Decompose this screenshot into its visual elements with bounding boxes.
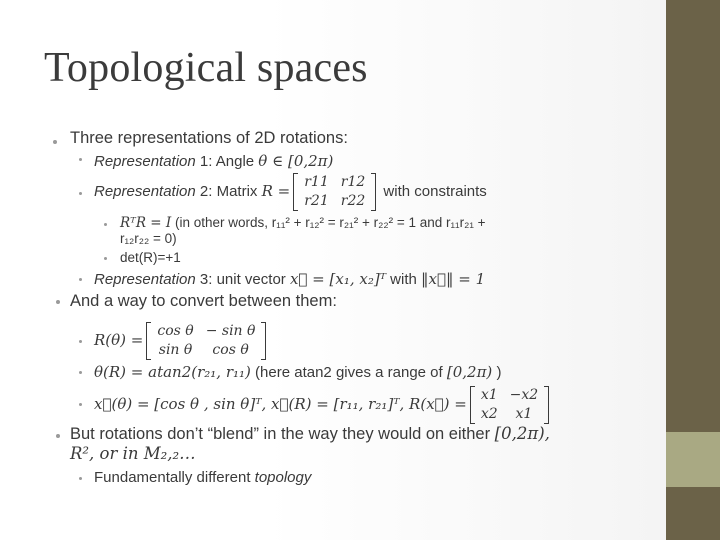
math-theta-of-r: θ(R) = atan2(r₂₁, r₁₁) bbox=[94, 363, 251, 381]
math-conversions: x⃗(θ) = [cos θ , sin θ]ᵀ, x⃗(R) = [r₁₁, r₂₁]ᵀ, R(x⃗) = bbox=[94, 395, 467, 413]
math-unit-vector: x⃗ = [x₁, x₂]ᵀ bbox=[289, 270, 387, 288]
text-fragment: 1: Angle bbox=[195, 153, 259, 170]
matrix-cell: x2 bbox=[480, 406, 498, 423]
text-fragment: ) bbox=[492, 364, 502, 381]
bullet-1-1 bbox=[94, 152, 333, 171]
bullet-dot bbox=[79, 158, 82, 161]
matrix-cell: x1 bbox=[480, 387, 498, 404]
bullet-dot bbox=[79, 403, 82, 406]
matrix-cell: r12 bbox=[340, 174, 366, 191]
bullet-dot bbox=[53, 140, 57, 144]
vector-to-matrix bbox=[470, 386, 549, 424]
bullet-dot bbox=[79, 371, 82, 374]
bullet-dot bbox=[79, 278, 82, 281]
math-angle-range: θ ∈ [0,2π) bbox=[258, 152, 334, 170]
math-norm: ‖x⃗‖ = 1 bbox=[421, 270, 486, 288]
bullet-1-2 bbox=[94, 171, 487, 212]
bullet-2-2 bbox=[94, 363, 501, 382]
math-range: [0,2π) bbox=[446, 363, 493, 381]
bullet-1-text: Three representations of 2D rotations: bbox=[70, 129, 348, 147]
math-interval: [0,2π), bbox=[494, 424, 550, 443]
matrix-cell: x1 bbox=[515, 406, 533, 423]
math-matrix-r: R = bbox=[261, 182, 291, 200]
matrix-cell: − sin θ bbox=[205, 323, 256, 340]
bullet-2-3 bbox=[94, 384, 552, 425]
bullet-3-cont bbox=[70, 445, 196, 463]
math-spaces: R², or in M₂,₂… bbox=[70, 444, 196, 463]
bullet-dot bbox=[79, 340, 82, 343]
matrix-cell: r21 bbox=[304, 193, 329, 210]
sidebar-accent-block bbox=[666, 432, 720, 487]
rotation-matrix bbox=[146, 322, 266, 360]
text-fragment: 3: unit vector bbox=[195, 271, 290, 288]
bullet-2-1 bbox=[94, 320, 269, 361]
bullet-dot bbox=[56, 434, 60, 438]
matrix-cell: cos θ bbox=[157, 323, 194, 340]
bullet-dot bbox=[104, 223, 107, 226]
bullet-2-text: And a way to convert between them: bbox=[70, 292, 337, 310]
text-fragment: 2: Matrix bbox=[195, 183, 262, 200]
text-fragment: (in other words, r₁₁² + r₁₂² = r₂₁² + r₂₂² = 1 and r₁₁r₂₁ + bbox=[171, 215, 486, 230]
bullet-dot bbox=[56, 300, 60, 304]
matrix-cell: sin θ bbox=[158, 342, 193, 359]
term-representation: Representation bbox=[94, 271, 196, 288]
text-fragment: with bbox=[386, 271, 422, 288]
bullet-3-text bbox=[70, 425, 550, 443]
bullet-dot bbox=[79, 477, 82, 480]
matrix-cell: cos θ bbox=[212, 342, 249, 359]
math-constraint: RᵀR = I bbox=[120, 215, 172, 231]
bullet-3-1 bbox=[94, 469, 311, 487]
bullet-dot bbox=[104, 257, 107, 260]
term-representation: Representation bbox=[94, 183, 196, 200]
matrix-cell: r11 bbox=[304, 174, 329, 191]
slide-title: Topological spaces bbox=[44, 45, 368, 91]
matrix-cell: r22 bbox=[340, 193, 366, 210]
term-representation: Representation bbox=[94, 153, 196, 170]
math-r-of-theta: R(θ) = bbox=[94, 331, 144, 349]
term-topology: topology bbox=[254, 469, 312, 486]
matrix-cell: −x2 bbox=[509, 387, 539, 404]
text-fragment: with constraints bbox=[379, 183, 487, 200]
matrix-r-elements bbox=[293, 173, 376, 211]
text-fragment: (here atan2 gives a range of bbox=[250, 364, 447, 381]
bullet-1-2-1-cont: r₁₂r₂₂ = 0) bbox=[120, 231, 177, 246]
text-fragment: Fundamentally different bbox=[94, 469, 255, 486]
bullet-dot bbox=[79, 192, 82, 195]
text-fragment: But rotations don’t “blend” in the way they would on either bbox=[70, 425, 495, 443]
bullet-1-2-2: det(R)=+1 bbox=[120, 250, 181, 265]
bullet-1-3 bbox=[94, 270, 485, 289]
